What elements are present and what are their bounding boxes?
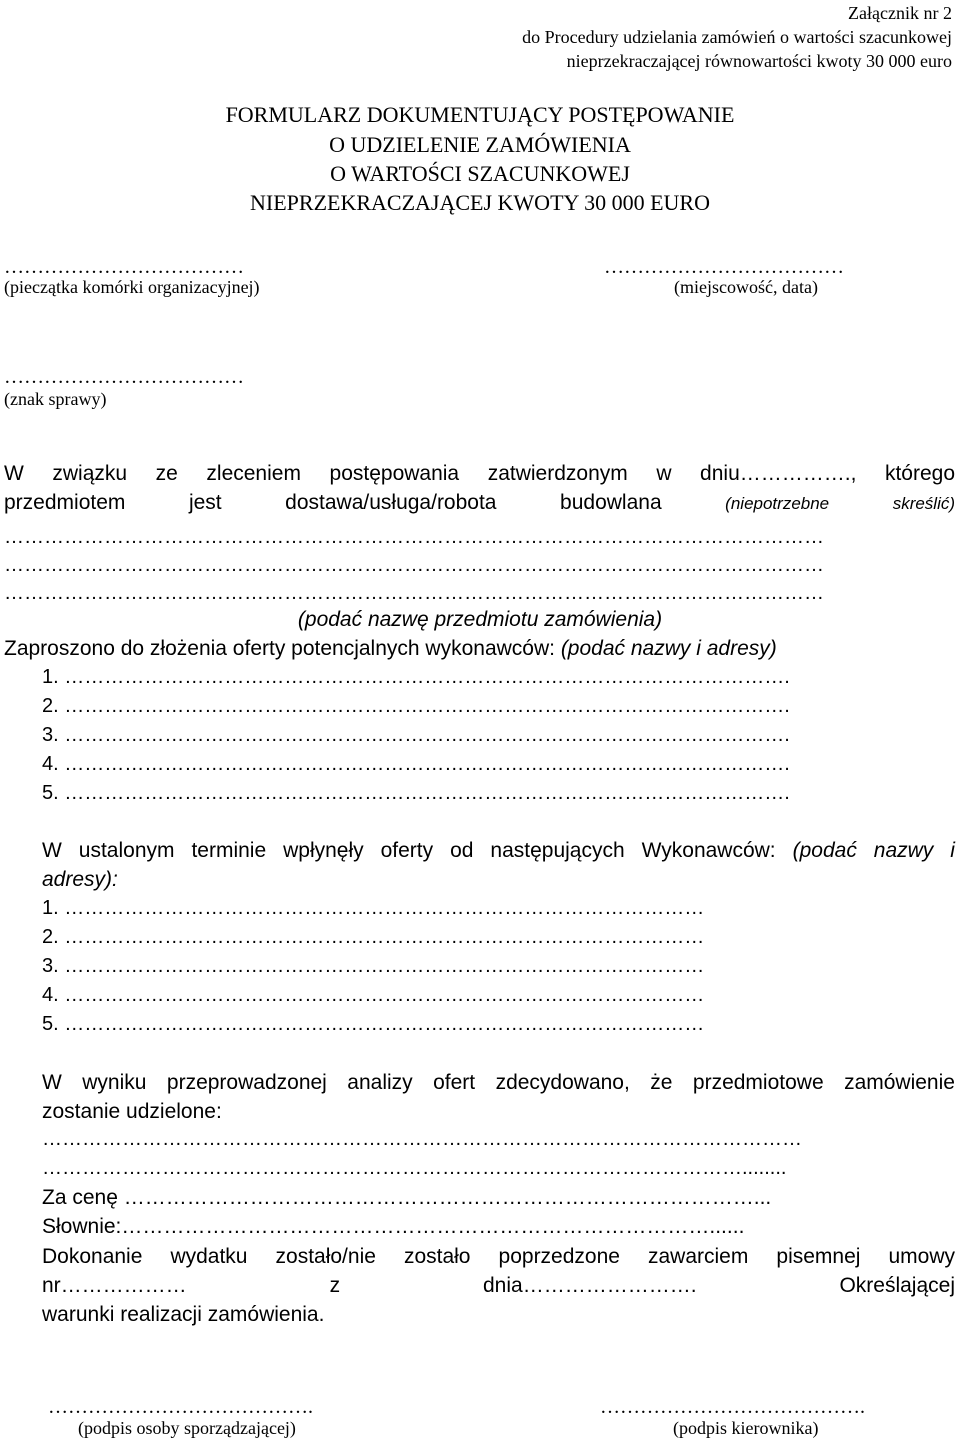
received-line-2: adresy): [42,868,118,891]
received-line-1: W ustalonym terminie wpłynęły oferty od następujących Wykonawców: (podać nazwy i [42,839,955,862]
title-line-3: O WARTOŚCI SZACUNKOWEJ [330,161,630,186]
expense-line-2: nr……………… z dnia……………………. Określającej [42,1274,955,1297]
subject-caption: (podać nazwę przedmiotu zamówienia) [297,608,663,631]
invited-item-5: 5. ………………………………………………………………………………………………. [42,782,790,804]
stamp-caption: (pieczątka komórki organizacyjnej) [4,277,260,297]
received-item-2: 2. …………………………………………………………………………………… [42,926,705,948]
invited-item-1: 1. ………………………………………………………………………………………………. [42,666,790,688]
subject-dots-1: …………………………………………………………………………………………………………… [4,526,824,548]
decision-dots-2: ……………………………………………………………………………………………........ [42,1157,787,1179]
annex-threshold: nieprzekraczającej równowartości kwoty 30 000 euro [566,51,952,71]
place-date-dots: ……………………………… [604,256,844,278]
case-dots: ……………………………… [4,366,244,388]
received-item-3: 3. …………………………………………………………………………………… [42,955,705,977]
intro-line-1: W związku ze zleceniem postępowania zatwierdzonym w dniu……………., którego [4,462,956,485]
expense-line-1: Dokonanie wydatku zostało/nie zostało poprzedzone zawarciem pisemnej umowy [42,1245,955,1268]
subject-dots-2: …………………………………………………………………………………………………………… [4,554,824,576]
price-row: Za cenę ………………………………………………………………………………... [42,1186,772,1209]
received-item-4: 4. …………………………………………………………………………………… [42,984,705,1006]
received-item-5: 5. …………………………………………………………………………………… [42,1013,705,1035]
case-caption: (znak sprawy) [4,389,107,409]
annex-number: Załącznik nr 2 [848,3,952,23]
intro-line-2: przedmiotem jest dostawa/usługa/robota budowlana (niepotrzebne skreślić) [4,491,956,514]
preparer-signature-dots: …………………………………. [48,1396,313,1418]
invited-label: Zaproszono do złożenia oferty potencjalnych wykonawców: (podać nazwy i adresy) [4,637,777,660]
in-words-row: Słownie:…………………………………………………………………………...... [42,1215,745,1238]
annex-procedure: do Procedury udzielania zamówień o wartości szacunkowej [522,27,952,47]
decision-dots-1: …………………………………………………………………………………………………… [42,1128,802,1150]
decision-line-1: W wyniku przeprowadzonej analizy ofert zdecydowano, że przedmiotowe zamówienie [42,1071,955,1094]
place-date-caption: (miejscowość, data) [674,277,818,297]
received-item-1: 1. …………………………………………………………………………………… [42,897,705,919]
manager-signature-dots: …………………………………. [600,1396,865,1418]
invited-item-2: 2. ………………………………………………………………………………………………. [42,695,790,717]
invited-item-4: 4. ………………………………………………………………………………………………. [42,753,790,775]
expense-line-3: warunki realizacji zamówienia. [42,1303,325,1326]
title-line-2: O UDZIELENIE ZAMÓWIENIA [329,132,631,157]
manager-signature-caption: (podpis kierownika) [673,1418,819,1438]
decision-line-2: zostanie udzielone: [42,1100,222,1123]
invited-item-3: 3. ………………………………………………………………………………………………. [42,724,790,746]
title-line-1: FORMULARZ DOKUMENTUJĄCY POSTĘPOWANIE [225,102,735,127]
stamp-dots: ……………………………… [4,256,244,278]
preparer-signature-caption: (podpis osoby sporządzającej) [78,1418,296,1438]
title-line-4: NIEPRZEKRACZAJĄCEJ KWOTY 30 000 EURO [250,190,710,215]
subject-dots-3: …………………………………………………………………………………………………………… [4,582,824,604]
